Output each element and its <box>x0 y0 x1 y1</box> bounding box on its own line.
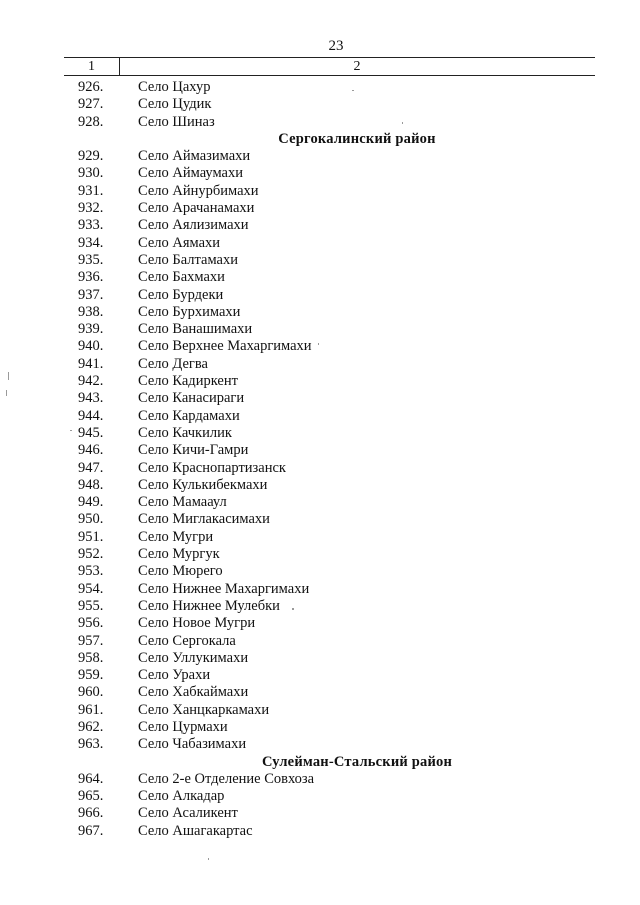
district-heading-row <box>0 131 640 148</box>
settlement-name: Село Аймаумахи <box>138 165 243 182</box>
scan-speck <box>402 122 403 124</box>
table-row <box>0 235 640 252</box>
table-row <box>0 442 640 459</box>
settlement-name: Село Ванашимахи <box>138 321 253 338</box>
row-number: 957. <box>78 632 104 649</box>
table-row <box>0 702 640 719</box>
table-row <box>0 650 640 667</box>
settlement-name: Село Бурхимахи <box>138 303 241 320</box>
settlement-name: Село Ашагакартас <box>138 822 253 839</box>
settlement-name: Село Мугри <box>138 528 214 545</box>
table-row <box>0 719 640 736</box>
row-number: 947. <box>78 459 104 476</box>
row-number: 965. <box>78 788 104 805</box>
settlement-name: Село Качкилик <box>138 424 232 441</box>
row-number: 966. <box>78 805 104 822</box>
table-row <box>0 771 640 788</box>
scan-speck <box>70 430 72 431</box>
table-header-bottom-rule <box>64 75 595 76</box>
settlement-name: Село Мургук <box>138 546 220 563</box>
row-number: 933. <box>78 217 104 234</box>
settlement-name: Село Арачанамахи <box>138 200 255 217</box>
row-number: 926. <box>78 79 104 95</box>
settlement-name: Село Дегва <box>138 355 208 372</box>
settlement-name: Село Краснопартизанск <box>138 459 286 476</box>
scan-speck <box>6 390 7 396</box>
settlement-name: Село Канасираги <box>138 390 245 407</box>
settlement-name: Село Ханцкаркамахи <box>138 701 270 718</box>
settlement-name: Село Сергокала <box>138 632 236 649</box>
table-row <box>0 581 640 598</box>
row-number: 963. <box>78 736 104 753</box>
settlement-name: Село Мюрего <box>138 563 223 580</box>
row-number: 941. <box>78 355 104 372</box>
row-number: 950. <box>78 511 104 528</box>
table-row <box>0 252 640 269</box>
settlement-name: Село Хабкаймахи <box>138 684 249 701</box>
table-row <box>0 408 640 425</box>
table-row <box>0 79 640 96</box>
settlement-name: Село Миглакасимахи <box>138 511 270 528</box>
table-row <box>0 356 640 373</box>
row-number: 945. <box>78 424 104 441</box>
table-row <box>0 338 640 355</box>
table-row <box>0 114 640 131</box>
settlement-list <box>0 79 640 840</box>
table-row <box>0 390 640 407</box>
district-heading: Сергокалинский район <box>278 130 436 147</box>
table-row <box>0 805 640 822</box>
row-number: 944. <box>78 407 104 424</box>
table-row <box>0 667 640 684</box>
column-header-number: 1 <box>88 59 95 74</box>
row-number: 936. <box>78 269 104 286</box>
page-number: 23 <box>328 38 344 54</box>
row-number: 930. <box>78 165 104 182</box>
row-number: 952. <box>78 546 104 563</box>
scan-speck <box>208 858 209 860</box>
row-number: 943. <box>78 390 104 407</box>
row-number: 953. <box>78 563 104 580</box>
table-row <box>0 287 640 304</box>
settlement-name: Село Уллукимахи <box>138 649 249 666</box>
row-number: 956. <box>78 615 104 632</box>
row-number: 940. <box>78 338 104 355</box>
settlement-name: Село Чабазимахи <box>138 736 247 753</box>
row-number: 935. <box>78 251 104 268</box>
table-row <box>0 546 640 563</box>
scan-speck <box>8 372 9 380</box>
row-number: 962. <box>78 718 104 735</box>
row-number: 928. <box>78 113 104 130</box>
row-number: 949. <box>78 494 104 511</box>
settlement-name: Село Кичи-Гамри <box>138 442 249 459</box>
row-number: 939. <box>78 321 104 338</box>
settlement-name: Село 2-е Отделение Совхоза <box>138 770 315 787</box>
row-number: 964. <box>78 770 104 787</box>
row-number: 942. <box>78 373 104 390</box>
table-row <box>0 217 640 234</box>
table-row <box>0 165 640 182</box>
settlement-name: Село Кадиркент <box>138 373 238 390</box>
scan-speck <box>318 343 319 345</box>
row-number: 932. <box>78 200 104 217</box>
row-number: 934. <box>78 234 104 251</box>
table-row <box>0 321 640 338</box>
settlement-name: Село Цудик <box>138 96 212 113</box>
table-row <box>0 563 640 580</box>
settlement-name: Село Цахур <box>138 79 211 95</box>
table-row <box>0 148 640 165</box>
table-row <box>0 304 640 321</box>
row-number: 951. <box>78 528 104 545</box>
settlement-name: Село Мамааул <box>138 494 227 511</box>
row-number: 958. <box>78 649 104 666</box>
settlement-name: Село Верхнее Махаргимахи <box>138 338 312 355</box>
settlement-name: Село Бахмахи <box>138 269 225 286</box>
scan-speck <box>292 608 294 610</box>
table-row <box>0 615 640 632</box>
table-row <box>0 736 640 753</box>
settlement-name: Село Аймазимахи <box>138 148 251 165</box>
row-number: 954. <box>78 580 104 597</box>
table-row <box>0 598 640 615</box>
row-number: 927. <box>78 96 104 113</box>
settlement-name: Село Новое Мугри <box>138 615 256 632</box>
settlement-name: Село Кардамахи <box>138 407 240 424</box>
table-row <box>0 200 640 217</box>
table-row <box>0 823 640 840</box>
table-row <box>0 425 640 442</box>
table-row <box>0 494 640 511</box>
row-number: 946. <box>78 442 104 459</box>
table-row <box>0 269 640 286</box>
settlement-name: Село Урахи <box>138 667 211 684</box>
settlement-name: Село Нижнее Махаргимахи <box>138 580 310 597</box>
row-number: 929. <box>78 148 104 165</box>
table-row <box>0 373 640 390</box>
settlement-name: Село Шиназ <box>138 113 215 130</box>
table-row <box>0 788 640 805</box>
table-row <box>0 684 640 701</box>
table-row <box>0 477 640 494</box>
settlement-name: Село Балтамахи <box>138 251 238 268</box>
settlement-name: Село Цурмахи <box>138 718 228 735</box>
table-row <box>0 460 640 477</box>
settlement-name: Село Айнурбимахи <box>138 182 259 199</box>
table-row <box>0 183 640 200</box>
row-number: 967. <box>78 822 104 839</box>
row-number: 955. <box>78 597 104 614</box>
row-number: 937. <box>78 286 104 303</box>
row-number: 931. <box>78 182 104 199</box>
settlement-name: Село Асаликент <box>138 805 238 822</box>
settlement-name: Село Бурдеки <box>138 286 224 303</box>
settlement-name: Село Аялизимахи <box>138 217 249 234</box>
table-row <box>0 96 640 113</box>
settlement-name: Село Нижнее Мулебки <box>138 597 280 614</box>
row-number: 938. <box>78 303 104 320</box>
row-number: 961. <box>78 701 104 718</box>
district-heading-row <box>0 754 640 771</box>
row-number: 959. <box>78 667 104 684</box>
settlement-name: Село Алкадар <box>138 788 225 805</box>
column-header-name: 2 <box>353 59 361 74</box>
settlement-name: Село Аямахи <box>138 234 221 251</box>
district-heading: Сулейман-Стальский район <box>261 753 453 770</box>
settlement-name: Село Кулькибекмахи <box>138 476 268 493</box>
table-row <box>0 633 640 650</box>
row-number: 960. <box>78 684 104 701</box>
scan-speck <box>352 90 354 91</box>
table-row <box>0 529 640 546</box>
row-number: 948. <box>78 476 104 493</box>
table-row <box>0 511 640 528</box>
